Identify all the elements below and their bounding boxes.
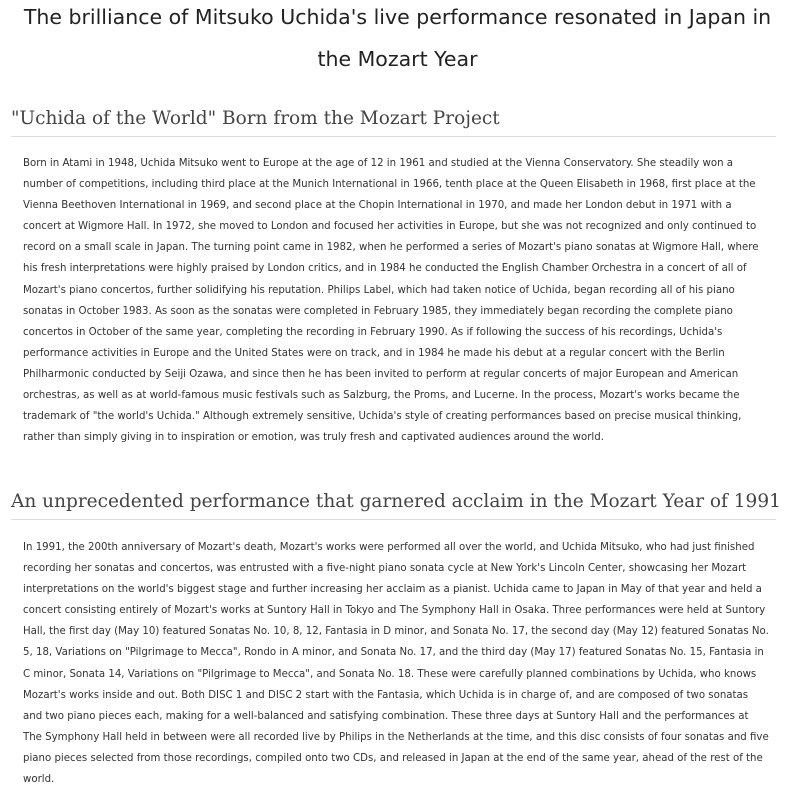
section-body-uchida-of-the-world: Born in Atami in 1948, Uchida Mitsuko went to Europe at the age of 12 in 1961 and studied at the Vienna Conservatory. She steadily won a number of competitions, including third place at the Munich International in 1966, tenth place at the Queen Elisabeth in 1968, first place at the Vienna Beethoven International in 1969, and second place at the Chopin International in 1970, and made her London debut in 1971 with a concert at Wigmore Hall. In 1972, she moved to London and focused her activities in Europe, but she was not recognized and only continued to record on a small scale in Japan. The turning point came in 1982, when he performed a series of Mozart's piano sonatas at Wigmore Hall, where his fresh interpretations were highly praised by London critics, and in 1984 he conducted the English Chamber Orchestra in a concert of all of Mozart's piano concertos, further solidifying his reputation. Philips Label, which had taken notice of Uchida, began recording all of his piano sonatas in October 1983. As soon as the sonatas were completed in February 1985, they immediately began recording the complete piano concertos in October of the same year, completing the recording in February 1990. As if following the success of his recordings, Uchida's performance activities in Europe and the United States were on track, and in 1984 he made his debut at a regular concert with the Berlin Philharmonic conducted by Seiji Ozawa, and since then he has been invited to perform at regular concerts of major European and American orchestras, as well as at world-famous music festivals such as Salzburg, the Proms, and Lucerne. In the process, Mozart's works became the trademark of "the world's Uchida." Although extremely sensitive, Uchida's style of creating performances based on precise musical thinking, rather than simply giving in to inspiration or emotion, was truly fresh and captivated audiences around the world. bbox=[23, 158, 759, 444]
section-body-mozart-year-1991: In 1991, the 200th anniversary of Mozart's death, Mozart's works were performed all over the world, and Uchida Mitsuko, who had just finished recording her sonatas and concertos, was entrusted with a five-night piano sonata cycle at New York's Lincoln Center, showcasing her Mozart interpretations on the world's biggest stage and further increasing her acclaim as a pianist. Uchida came to Japan in May of that year and held a concert consisting entirely of Mozart's works at Suntory Hall in Tokyo and The Symphony Hall in Osaka. Three performances were held at Suntory Hall, the first day (May 10) featured Sonatas No. 10, 8, 12, Fantasia in D minor, and Sonata No. 17, the second day (May 12) featured Sonatas No. 5, 18, Variations on "Pilgrimage to Mecca", Rondo in A minor, and Sonata No. 17, and the third day (May 17) featured Sonatas No. 15, Fantasia in C minor, Sonata 14, Variations on "Pilgrimage to Mecca", and Sonata No. 18. These were carefully planned combinations by Uchida, who knows Mozart's works inside and out. Both DISC 1 and DISC 2 start with the Fantasia, which Uchida is in charge of, and are composed of two sonatas and two piano pieces each, making for a well-balanced and satisfying combination. These three days at Suntory Hall and the performances at The Symphony Hall held in between were all recorded live by Philips in the Netherlands at the time, and this disc consists of four sonatas and five piano pieces selected from those recordings, compiled onto two CDs, and released in Japan at the end of the same year, ahead of the rest of the world. bbox=[23, 542, 769, 786]
section-heading-mozart-year-1991: An unprecedented performance that garnered acclaim in the Mozart Year of 1991 bbox=[11, 491, 776, 520]
page-title: The brilliance of Mitsuko Uchida's live performance resonated in Japan in the Mozart Year bbox=[23, 5, 772, 71]
section-heading-uchida-of-the-world: "Uchida of the World" Born from the Mozart Project bbox=[11, 108, 776, 137]
